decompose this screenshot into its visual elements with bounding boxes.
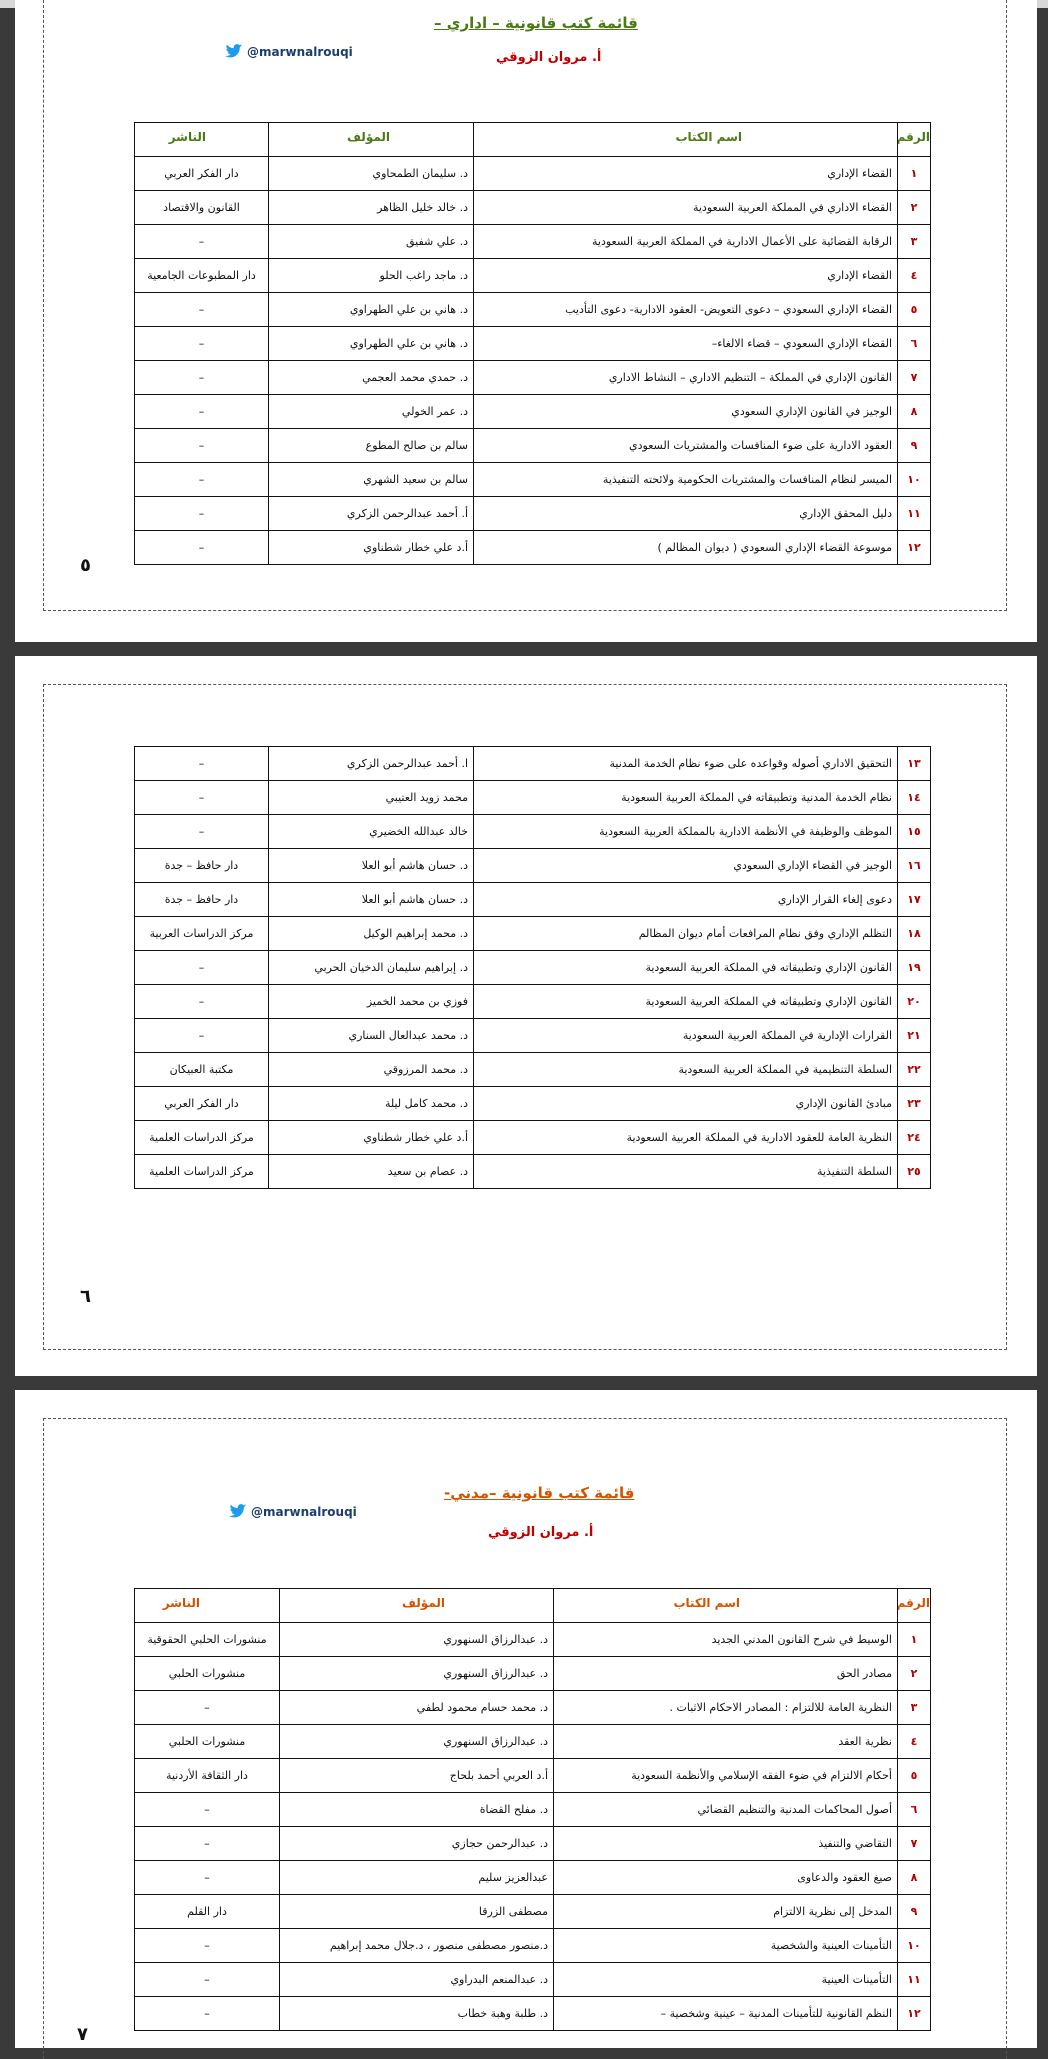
- twitter-handle[interactable]: [225, 44, 353, 59]
- table-row: [135, 747, 931, 781]
- book-title: التأمينات العينية: [554, 1963, 898, 1997]
- book-publisher: –: [135, 531, 269, 565]
- table-row: [135, 1895, 931, 1929]
- table-row: [135, 1827, 931, 1861]
- list-author: أ. مروان الزوقي: [496, 50, 602, 65]
- table-row: [135, 1087, 931, 1121]
- book-title: دليل المحقق الإداري: [474, 497, 898, 531]
- book-title: مصادر الحق: [554, 1657, 898, 1691]
- table-row: [135, 815, 931, 849]
- row-number: ٥: [898, 293, 931, 327]
- row-number: ١٤: [898, 781, 931, 815]
- header-author: المؤلف: [347, 130, 390, 144]
- header-publisher: الناشر: [162, 1596, 200, 1610]
- books-table: [134, 1588, 931, 2031]
- books-table: [134, 746, 931, 1189]
- header-title: اسم الكتاب: [673, 1596, 740, 1610]
- header-title: اسم الكتاب: [675, 130, 742, 144]
- header-num: الرقم: [896, 1596, 930, 1610]
- row-number: ٩: [898, 429, 931, 463]
- book-author: أ.د علي خطار شطناوي: [269, 531, 474, 565]
- book-title: دعوى إلغاء القرار الإداري: [474, 883, 898, 917]
- book-author: سالم بن صالح المطوع: [269, 429, 474, 463]
- row-number: ٦: [898, 327, 931, 361]
- row-number: ١٢: [898, 1997, 931, 2031]
- table-row: [135, 1929, 931, 1963]
- book-publisher: القانون والاقتصاد: [135, 191, 269, 225]
- book-author: د. عبدالرحمن حجازي: [280, 1827, 554, 1861]
- book-title: القانون الإداري وتطبيقاته في المملكة العربية السعودية: [474, 951, 898, 985]
- book-title: صيغ العقود والدعاوى: [554, 1861, 898, 1895]
- book-publisher: دار الفكر العربي: [135, 1087, 269, 1121]
- page-number: ٧: [77, 2024, 88, 2045]
- book-publisher: –: [135, 747, 269, 781]
- twitter-handle[interactable]: [229, 1504, 357, 1519]
- book-title: المدخل إلى نظرية الالتزام: [554, 1895, 898, 1929]
- row-number: ٢١: [898, 1019, 931, 1053]
- row-number: ٢٥: [898, 1155, 931, 1189]
- row-number: ١٠: [898, 1929, 931, 1963]
- row-number: ٥: [898, 1759, 931, 1793]
- book-author: أ.د علي خطار شطناوي: [269, 1121, 474, 1155]
- row-number: ٤: [898, 1725, 931, 1759]
- book-publisher: منشورات الحلبي الحقوقية: [135, 1623, 280, 1657]
- book-author: ا. أحمد عبدالرحمن الزكري: [269, 747, 474, 781]
- table-row: [135, 1861, 931, 1895]
- table-row: [135, 1691, 931, 1725]
- row-number: ١٢: [898, 531, 931, 565]
- row-number: ٧: [898, 1827, 931, 1861]
- row-number: ٢: [898, 191, 931, 225]
- table-row: [135, 1759, 931, 1793]
- header-cell: [280, 1589, 554, 1623]
- row-number: ٢٣: [898, 1087, 931, 1121]
- book-author: د. حسان هاشم أبو العلا: [269, 849, 474, 883]
- book-author: د. عبدالرزاق السنهوري: [280, 1623, 554, 1657]
- table-header-row: [135, 1589, 931, 1623]
- book-publisher: –: [135, 1019, 269, 1053]
- book-title: القانون الإداري وتطبيقاته في المملكة العربية السعودية: [474, 985, 898, 1019]
- book-title: الوسيط في شرح القانون المدني الجديد: [554, 1623, 898, 1657]
- row-number: ٢٤: [898, 1121, 931, 1155]
- books-table: [134, 122, 931, 565]
- row-number: ٢٠: [898, 985, 931, 1019]
- book-title: النظرية العامة للعقود الادارية في المملكة العربية السعودية: [474, 1121, 898, 1155]
- table-row: [135, 1121, 931, 1155]
- book-title: الوجيز في القانون الإداري السعودي: [474, 395, 898, 429]
- table-row: [135, 361, 931, 395]
- twitter-bird-icon: [225, 44, 243, 59]
- book-publisher: –: [135, 1691, 280, 1725]
- book-title: القضاء الإداري السعودي – قضاء الالغاء–: [474, 327, 898, 361]
- row-number: ٢: [898, 1657, 931, 1691]
- book-author: د. مفلح القضاة: [280, 1793, 554, 1827]
- book-title: التحقيق الاداري أصوله وقواعده على ضوء نظام الخدمة المدنية: [474, 747, 898, 781]
- table-row: [135, 849, 931, 883]
- row-number: ١٧: [898, 883, 931, 917]
- book-publisher: –: [135, 395, 269, 429]
- books-table-body: [135, 1589, 931, 2031]
- table-row: [135, 781, 931, 815]
- table-row: [135, 1019, 931, 1053]
- book-title: الموظف والوظيفة في الأنظمة الادارية بالمملكة العربية السعودية: [474, 815, 898, 849]
- book-publisher: دار الثقافة الأردنية: [135, 1759, 280, 1793]
- book-author: د. طلبة وهبة خطاب: [280, 1997, 554, 2031]
- row-number: ١٦: [898, 849, 931, 883]
- book-title: القضاء الاداري في المملكة العربية السعودية: [474, 191, 898, 225]
- book-publisher: دار المطبوعات الجامعية: [135, 259, 269, 293]
- book-title: أصول المحاكمات المدنية والتنظيم القضائي: [554, 1793, 898, 1827]
- book-title: الرقابة القضائية على الأعمال الادارية في المملكة العربية السعودية: [474, 225, 898, 259]
- book-publisher: دار القلم: [135, 1895, 280, 1929]
- header-cell: [898, 1589, 931, 1623]
- book-title: النظرية العامة للالتزام : المصادر الاحكام الاثبات .: [554, 1691, 898, 1725]
- book-title: القضاء الإداري: [474, 259, 898, 293]
- table-row: [135, 1053, 931, 1087]
- books-table-body: [135, 747, 931, 1189]
- table-row: [135, 327, 931, 361]
- table-row: [135, 883, 931, 917]
- book-publisher: –: [135, 497, 269, 531]
- table-row: [135, 531, 931, 565]
- book-author: د. هاني بن علي الطهراوي: [269, 293, 474, 327]
- book-author: فوزي بن محمد الخميز: [269, 985, 474, 1019]
- book-publisher: دار الفكر العربي: [135, 157, 269, 191]
- book-title: نظام الخدمة المدنية وتطبيقاته في المملكة العربية السعودية: [474, 781, 898, 815]
- header-author: المؤلف: [402, 1596, 445, 1610]
- book-publisher: –: [135, 1827, 280, 1861]
- row-number: ٣: [898, 225, 931, 259]
- row-number: ٦: [898, 1793, 931, 1827]
- book-title: النظم القانونية للتأمينات المدنية – عينية وشخصية –: [554, 1997, 898, 2031]
- table-row: [135, 917, 931, 951]
- book-title: السلطة التنظيمية في المملكة العربية السعودية: [474, 1053, 898, 1087]
- book-title: أحكام الالتزام في ضوء الفقه الإسلامي والأنظمة السعودية: [554, 1759, 898, 1793]
- book-author: د. خالد خليل الظاهر: [269, 191, 474, 225]
- book-author: د. عبدالمنعم البدراوي: [280, 1963, 554, 1997]
- book-publisher: –: [135, 985, 269, 1019]
- book-publisher: –: [135, 781, 269, 815]
- table-row: [135, 1657, 931, 1691]
- book-publisher: دار حافظ – جدة: [135, 849, 269, 883]
- book-publisher: –: [135, 327, 269, 361]
- book-author: عبدالعزيز سليم: [280, 1861, 554, 1895]
- book-title: التقاضي والتنفيذ: [554, 1827, 898, 1861]
- book-title: التأمينات العينية والشخصية: [554, 1929, 898, 1963]
- book-author: د. هاني بن علي الطهراوي: [269, 327, 474, 361]
- row-number: ١: [898, 1623, 931, 1657]
- book-title: العقود الادارية على ضوء المنافسات والمشتريات السعودي: [474, 429, 898, 463]
- row-number: ٧: [898, 361, 931, 395]
- book-author: د.منصور مصطفى منصور ، د.جلال محمد إبراهيم: [280, 1929, 554, 1963]
- document-page-5: [15, 0, 1037, 642]
- book-title: التظلم الإداري وفق نظام المرافعات أمام ديوان المظالم: [474, 917, 898, 951]
- row-number: ١١: [898, 497, 931, 531]
- table-row: [135, 985, 931, 1019]
- table-row: [135, 1793, 931, 1827]
- header-cell: [269, 123, 474, 157]
- book-title: القانون الإداري في المملكة – التنظيم الاداري – النشاط الاداري: [474, 361, 898, 395]
- page-number: ٦: [80, 1286, 91, 1307]
- book-publisher: مكتبة العبيكان: [135, 1053, 269, 1087]
- header-cell: [898, 123, 931, 157]
- header-cell: [474, 123, 898, 157]
- book-title: الميسر لنظام المنافسات والمشتريات الحكومية ولائحته التنفيذية: [474, 463, 898, 497]
- row-number: ١٣: [898, 747, 931, 781]
- book-author: أ. أحمد عبدالرحمن الزكري: [269, 497, 474, 531]
- document-page-7: [15, 1390, 1037, 2048]
- book-author: د. حمدي محمد العجمي: [269, 361, 474, 395]
- header-cell: [135, 1589, 280, 1623]
- book-author: سالم بن سعيد الشهري: [269, 463, 474, 497]
- row-number: ١٠: [898, 463, 931, 497]
- table-row: [135, 1155, 931, 1189]
- table-row: [135, 1997, 931, 2031]
- book-publisher: –: [135, 1929, 280, 1963]
- books-table-body: [135, 123, 931, 565]
- book-author: د. عبدالرزاق السنهوري: [280, 1725, 554, 1759]
- book-publisher: –: [135, 1793, 280, 1827]
- table-row: [135, 951, 931, 985]
- document-page-6: [15, 656, 1037, 1376]
- header-cell: [554, 1589, 898, 1623]
- book-title: القضاء الإداري: [474, 157, 898, 191]
- book-publisher: –: [135, 1963, 280, 1997]
- row-number: ١١: [898, 1963, 931, 1997]
- book-publisher: منشورات الحلبي: [135, 1657, 280, 1691]
- table-row: [135, 497, 931, 531]
- book-author: د. عمر الخولي: [269, 395, 474, 429]
- table-row: [135, 1725, 931, 1759]
- book-title: السلطة التنفيذية: [474, 1155, 898, 1189]
- table-header-row: [135, 123, 931, 157]
- book-publisher: –: [135, 815, 269, 849]
- book-author: أ.د العربي أحمد بلحاج: [280, 1759, 554, 1793]
- book-publisher: منشورات الحلبي: [135, 1725, 280, 1759]
- twitter-handle-text: @marwnalrouqi: [251, 1504, 357, 1519]
- book-publisher: –: [135, 225, 269, 259]
- book-publisher: –: [135, 293, 269, 327]
- book-publisher: مركز الدراسات العلمية: [135, 1121, 269, 1155]
- book-publisher: –: [135, 361, 269, 395]
- book-author: د. حسان هاشم أبو العلا: [269, 883, 474, 917]
- row-number: ٤: [898, 259, 931, 293]
- book-author: د. ماجد راغب الحلو: [269, 259, 474, 293]
- book-publisher: –: [135, 1997, 280, 2031]
- list-author: أ. مروان الزوقي: [488, 1525, 594, 1540]
- table-row: [135, 157, 931, 191]
- book-author: د. محمد إبراهيم الوكيل: [269, 917, 474, 951]
- table-row: [135, 191, 931, 225]
- book-author: خالد عبدالله الخضيري: [269, 815, 474, 849]
- book-title: مبادئ القانون الإداري: [474, 1087, 898, 1121]
- book-title: نظرية العقد: [554, 1725, 898, 1759]
- header-cell: [135, 123, 269, 157]
- row-number: ٢٢: [898, 1053, 931, 1087]
- book-publisher: دار حافظ – جدة: [135, 883, 269, 917]
- list-title: قائمة كتب قانونية – اداري –: [434, 14, 638, 32]
- table-row: [135, 293, 931, 327]
- book-publisher: –: [135, 429, 269, 463]
- table-row: [135, 1623, 931, 1657]
- book-author: د. محمد حسام محمود لطفي: [280, 1691, 554, 1725]
- book-author: د. محمد كامل ليلة: [269, 1087, 474, 1121]
- book-title: موسوعة القضاء الإداري السعودي ( ديوان المظالم ): [474, 531, 898, 565]
- header-num: الرقم: [896, 130, 930, 144]
- table-row: [135, 1963, 931, 1997]
- row-number: ١٨: [898, 917, 931, 951]
- page-number: ٥: [80, 555, 91, 576]
- row-number: ٨: [898, 1861, 931, 1895]
- book-publisher: –: [135, 1861, 280, 1895]
- table-row: [135, 259, 931, 293]
- row-number: ١٥: [898, 815, 931, 849]
- table-row: [135, 395, 931, 429]
- book-title: القرارات الإدارية في المملكة العربية السعودية: [474, 1019, 898, 1053]
- row-number: ٩: [898, 1895, 931, 1929]
- book-title: القضاء الإداري السعودي – دعوى التعويض- العقود الادارية- دعوى التأديب: [474, 293, 898, 327]
- book-author: د. عبدالرزاق السنهوري: [280, 1657, 554, 1691]
- book-author: محمد زويد العتيبي: [269, 781, 474, 815]
- header-publisher: الناشر: [168, 130, 206, 144]
- twitter-bird-icon: [229, 1504, 247, 1519]
- book-author: د. محمد عبدالعال السناري: [269, 1019, 474, 1053]
- book-author: مصطفى الزرقا: [280, 1895, 554, 1929]
- table-row: [135, 429, 931, 463]
- book-author: د. إبراهيم سليمان الدخيان الحربي: [269, 951, 474, 985]
- book-publisher: –: [135, 463, 269, 497]
- book-author: د. سليمان الطمحاوي: [269, 157, 474, 191]
- book-author: د. محمد المرزوقي: [269, 1053, 474, 1087]
- table-row: [135, 463, 931, 497]
- book-title: الوجيز في القضاء الإداري السعودي: [474, 849, 898, 883]
- book-publisher: مركز الدراسات العلمية: [135, 1155, 269, 1189]
- row-number: ١: [898, 157, 931, 191]
- row-number: ٣: [898, 1691, 931, 1725]
- book-author: د. علي شفيق: [269, 225, 474, 259]
- row-number: ٨: [898, 395, 931, 429]
- book-publisher: –: [135, 951, 269, 985]
- twitter-handle-text: @marwnalrouqi: [247, 44, 353, 59]
- row-number: ١٩: [898, 951, 931, 985]
- table-row: [135, 225, 931, 259]
- list-title: قائمة كتب قانونية –مدني-: [444, 1484, 635, 1502]
- book-publisher: مركز الدراسات العربية: [135, 917, 269, 951]
- book-author: د. عصام بن سعيد: [269, 1155, 474, 1189]
